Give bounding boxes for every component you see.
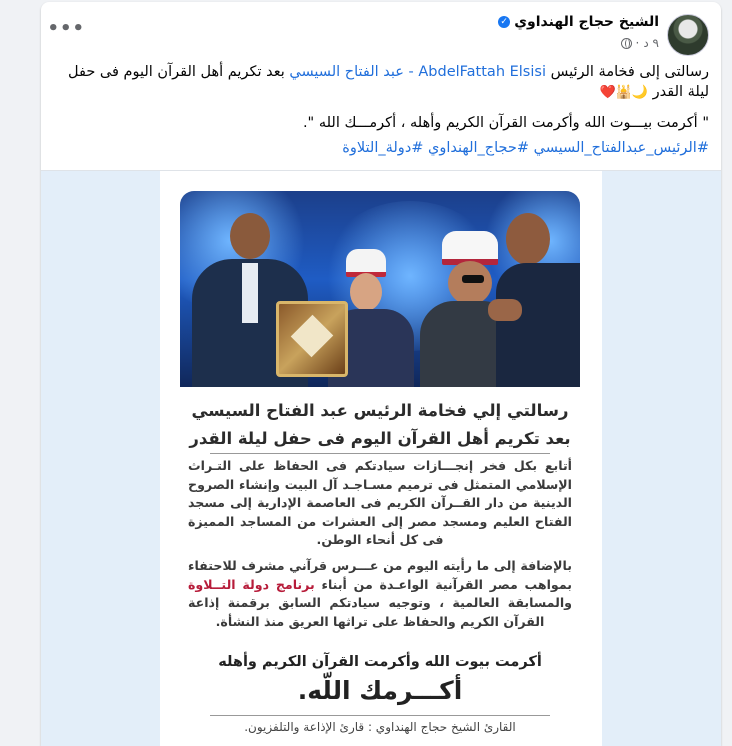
program-name-highlight: برنامج دولة التــلاوة [188, 576, 315, 592]
post-text-before-mention: رسالتى إلى فخامة الرئيس [545, 64, 709, 80]
hashtags [53, 138, 709, 158]
author-line [498, 14, 659, 30]
post-media[interactable] [41, 170, 721, 746]
ceremony-photo [180, 191, 580, 387]
post-header [41, 2, 721, 60]
poster-paragraph-2 [188, 557, 572, 631]
avatar[interactable] [667, 14, 709, 56]
post-paragraph-1 [53, 62, 709, 103]
poster-signature: القارئ الشيخ حجاج الهنداوي : قارئ الإذاعة والتلفزيون. [244, 720, 516, 734]
mention-link[interactable]: AbdelFattah Elsisi - عبد الفتاح السيسي [289, 64, 546, 80]
dot-separator: · [635, 36, 640, 50]
poster-paragraph-1: أتابع بكل فخر إنجـــازات سيادتكم فى الحفاظ على التـراث الإسلامي المتمثل فى ترميم مسـاجـد آل البيت وإنشاء الصروح الدينية من دار القــرآن الكريم فى العاصمة الإدارية إلى مسجد الفتاح العليم ومسجد مصر إلى العشرات من المساجد المميزة فى كل أنحاء الوطن. [188, 458, 572, 547]
post-text [53, 62, 709, 158]
hashtag-link[interactable]: #حجاج_الهنداوي [428, 140, 530, 156]
poster-image[interactable] [160, 171, 602, 746]
poster-closing-prayer: أكـــرمك اللّه. [297, 676, 463, 705]
post-meta [621, 36, 659, 50]
award-plaque [276, 301, 348, 377]
post-quote: " أكرمت بيـــوت الله وأكرمت القرآن الكريم وأهله ، أكرمـــك الله ". [302, 115, 709, 131]
globe-icon[interactable] [621, 38, 632, 49]
timestamp[interactable]: ٩ د [643, 36, 659, 50]
verified-badge-icon: ✓ [498, 16, 510, 28]
divider [210, 453, 550, 454]
poster-closing-line: أكرمت بيوت الله وأكرمت القرآن الكريم وأهله [218, 654, 542, 670]
post-card [41, 2, 721, 746]
post-emojis: 🌙🕌❤️ [599, 85, 649, 100]
poster-paragraph-2-start: بالإضافة إلى ما رأيته اليوم من عـــرس قرآني مشرف للاحتفاء بمواهب مصر القرآنية الواعـدة من أبناء [188, 558, 572, 592]
poster-headline-2: بعد تكريم أهل القرآن اليوم فى حفل ليلة القدر [189, 429, 571, 448]
hashtag-link[interactable]: #دولة_التلاوة [342, 140, 424, 156]
post-text-after-mention: بعد تكريم أهل القرآن اليوم فى حفل ليلة القدر [68, 64, 709, 100]
divider [210, 715, 550, 716]
poster-paragraph-2-end: والمسابقة العالمية ، وتوجيه سيادتكم السابق برقمنة إذاعة القرآن الكريم والحفاظ على تراثها العريق منذ النشأة. [188, 595, 572, 629]
poster-headline-1: رسالتي إلي فخامة الرئيس عبد الفتاح السيسي [191, 401, 569, 420]
hashtag-link[interactable]: #الرئيس_عبدالفتاح_السيسي [533, 140, 709, 156]
more-options-button[interactable]: ••• [47, 18, 85, 39]
author-name[interactable]: الشيخ حجاج الهنداوي [514, 14, 659, 30]
